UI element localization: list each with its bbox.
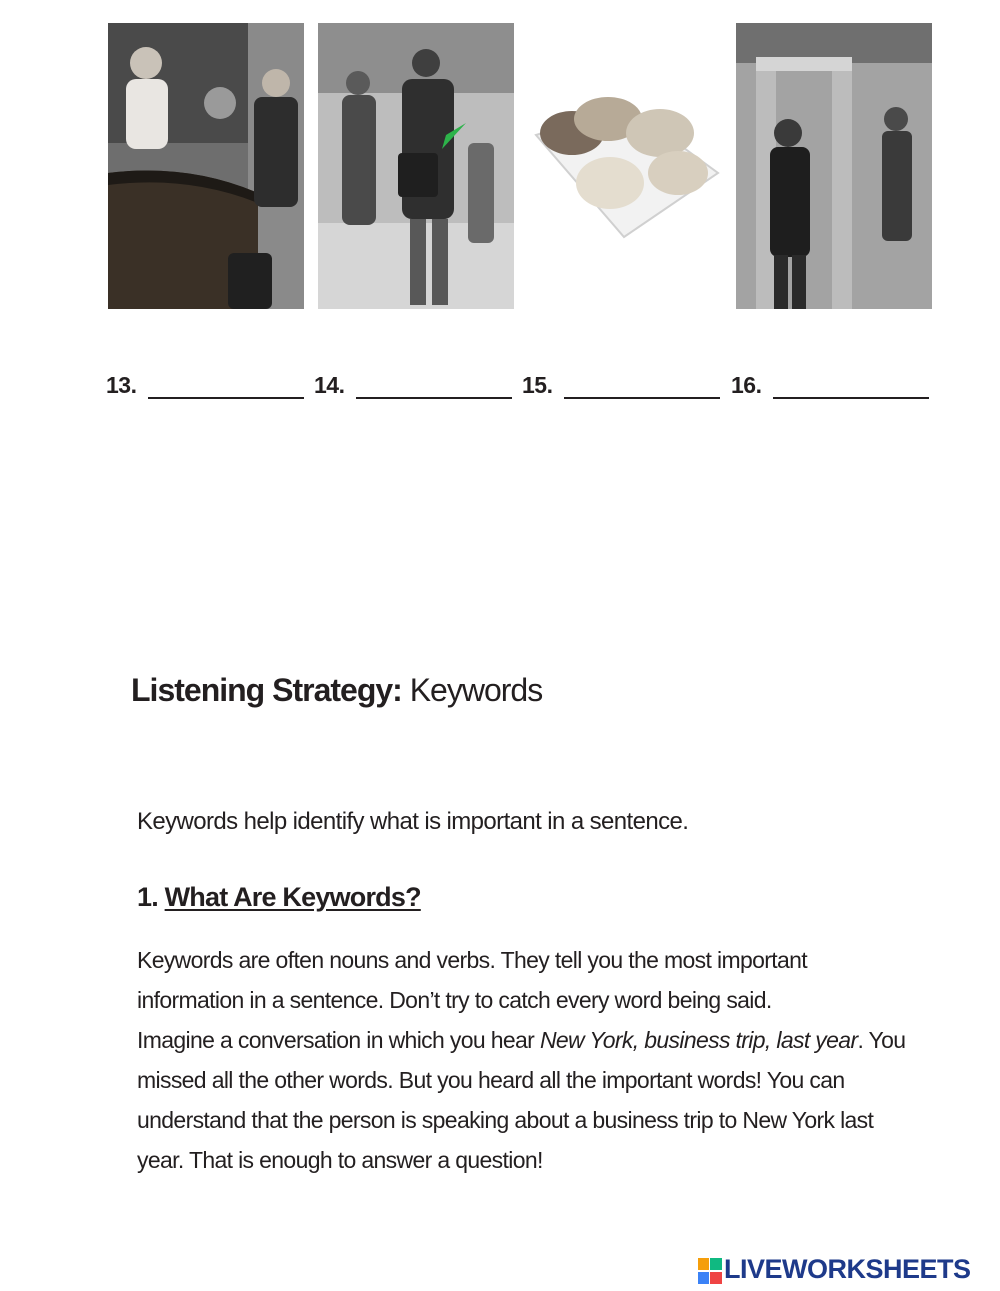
strategy-heading <box>131 672 542 709</box>
body-line: missed all the other words. But you heard all the important words! You can <box>137 1067 845 1093</box>
snacks-bowls-photo <box>528 23 724 309</box>
body-line: Keywords are often nouns and verbs. They tell you the most important <box>137 947 808 973</box>
body-line: year. That is enough to answer a question! <box>137 1147 543 1173</box>
answer-13-input[interactable] <box>148 397 304 399</box>
section-title: What Are Keywords? <box>164 882 421 912</box>
security-scanner-photo <box>736 23 932 309</box>
hotel-reception-photo <box>108 23 304 309</box>
answer-15-input[interactable] <box>564 397 720 399</box>
airport-queue-bag-photo <box>318 23 514 309</box>
answer-14 <box>314 372 514 404</box>
question-number: 15. <box>522 372 553 398</box>
body-text-segment: . You <box>857 1027 906 1053</box>
answer-15 <box>522 372 722 404</box>
answer-16-input[interactable] <box>773 397 929 399</box>
brand-name: LIVEWORKSHEETS <box>724 1254 971 1284</box>
question-number: 13. <box>106 372 137 398</box>
liveworksheets-icon <box>698 1258 722 1284</box>
answer-14-input[interactable] <box>356 397 512 399</box>
body-text-segment: Imagine a conversation in which you hear <box>137 1027 540 1053</box>
strategy-topic: Keywords <box>401 672 543 708</box>
body-line: information in a sentence. Don’t try to catch every word being said. <box>137 987 772 1013</box>
intro-text: Keywords help identify what is important in a sentence. <box>137 808 689 835</box>
question-number: 16. <box>731 372 762 398</box>
answer-16 <box>731 372 931 404</box>
answer-13 <box>106 372 306 404</box>
body-line <box>137 1020 967 1060</box>
section-number: 1. <box>137 882 158 912</box>
question-number: 14. <box>314 372 345 398</box>
body-line: understand that the person is speaking about a business trip to New York last <box>137 1107 874 1133</box>
section-heading <box>137 882 421 913</box>
keywords-example: New York, business trip, last year <box>539 1027 858 1053</box>
body-paragraph <box>137 940 967 1180</box>
strategy-label: Listening Strategy: <box>131 672 402 708</box>
